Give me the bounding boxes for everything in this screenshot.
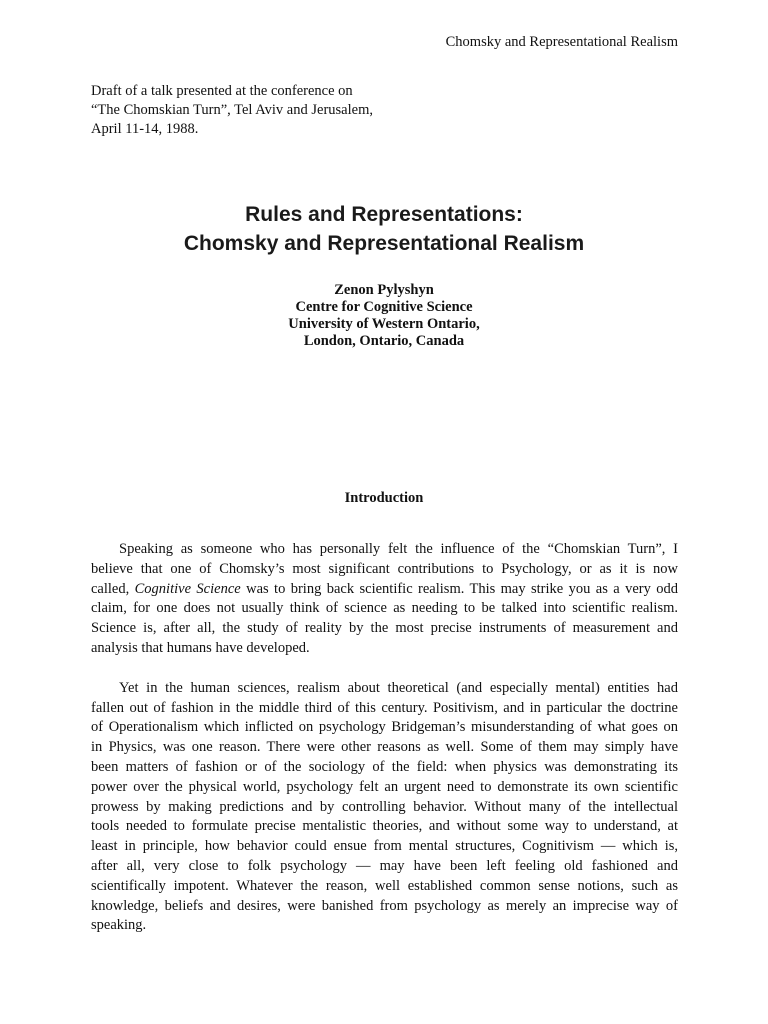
paragraph-line: Yet in the human sciences, realism about theoretical (and especially mental) entities had: [119, 679, 678, 696]
paragraph-line: prowess by making predictions and by controlling behavior. Without many of the intellectual: [91, 798, 678, 815]
title-line: Rules and Representations:: [245, 203, 523, 226]
paragraph-line: Speaking as someone who has personally felt the influence of the “Chomskian Turn”, I: [119, 541, 678, 557]
paragraph-line: claim, for one does not usually think of science as needing to be talked into scientific realism.: [91, 600, 678, 617]
author-location: London, Ontario, Canada: [303, 333, 465, 349]
emphasized-term: Cognitive Science: [134, 580, 241, 597]
body-text: [91, 540, 678, 956]
paragraph-line: in Physics, was one reason. There were other reasons as well. Some of them may simply have: [91, 739, 678, 756]
running-head: Chomsky and Representational Realism: [445, 34, 678, 50]
paragraph-line: fallen out of fashion in the middle third of this century. Positivism, and in particular the doctrine: [91, 699, 678, 716]
draft-note-line: April 11-14, 1988.: [91, 121, 199, 137]
paragraph-line: power over the physical world, psychology felt an urgent need to demonstrate its own scientific: [91, 778, 678, 795]
text-run: called,: [91, 580, 135, 597]
paragraph-line: [91, 580, 678, 600]
author-name: Zenon Pylyshyn: [334, 282, 434, 298]
paragraph-line: of Operationalism which inflicted on psychology Bridgeman’s misunderstanding of what goes on: [91, 719, 678, 736]
author-block: [0, 282, 768, 350]
paragraph-line: analysis that humans have developed.: [91, 639, 310, 656]
paragraph-line: been matters of fashion or of the sociology of the field: when physics was demonstrating its: [91, 758, 678, 775]
section-heading: Introduction: [344, 490, 424, 506]
text-run: was to bring back scientific realism. This may strike you as a very odd: [240, 580, 678, 597]
paragraph: [91, 540, 678, 659]
title-line: Chomsky and Representational Realism: [183, 232, 585, 255]
document-title: [0, 200, 768, 258]
paragraph-line: speaking.: [91, 917, 147, 934]
paragraph-line: knowledge, beliefs and desires, were banished from psychology as merely an imprecise way of: [91, 897, 678, 914]
paragraph-line: Science is, after all, the study of reality by the most precise instruments of measurement and: [91, 620, 678, 637]
paragraph-line: scientifically impotent. Whatever the reason, well established common sense notions, such as: [91, 877, 678, 894]
author-affiliation: Centre for Cognitive Science: [295, 299, 473, 315]
paragraph: [91, 679, 678, 936]
paragraph-line: believe that one of Chomsky’s most significant contributions to Psychology, or as it is now: [91, 560, 678, 577]
paragraph-line: least in principle, how behavior could ensue from mental structures, Cognitivism — which is,: [91, 838, 678, 855]
paragraph-line: after all, very close to folk psychology — may have been left feeling old fashioned and: [91, 857, 678, 874]
paragraph-line: tools needed to formulate precise mentalistic theories, and without some way to understand, at: [91, 818, 678, 835]
draft-note-line: Draft of a talk presented at the conference on: [91, 83, 353, 99]
draft-note-line: “The Chomskian Turn”, Tel Aviv and Jerusalem,: [91, 102, 373, 118]
author-affiliation: University of Western Ontario,: [288, 316, 480, 332]
draft-note: [91, 82, 373, 139]
